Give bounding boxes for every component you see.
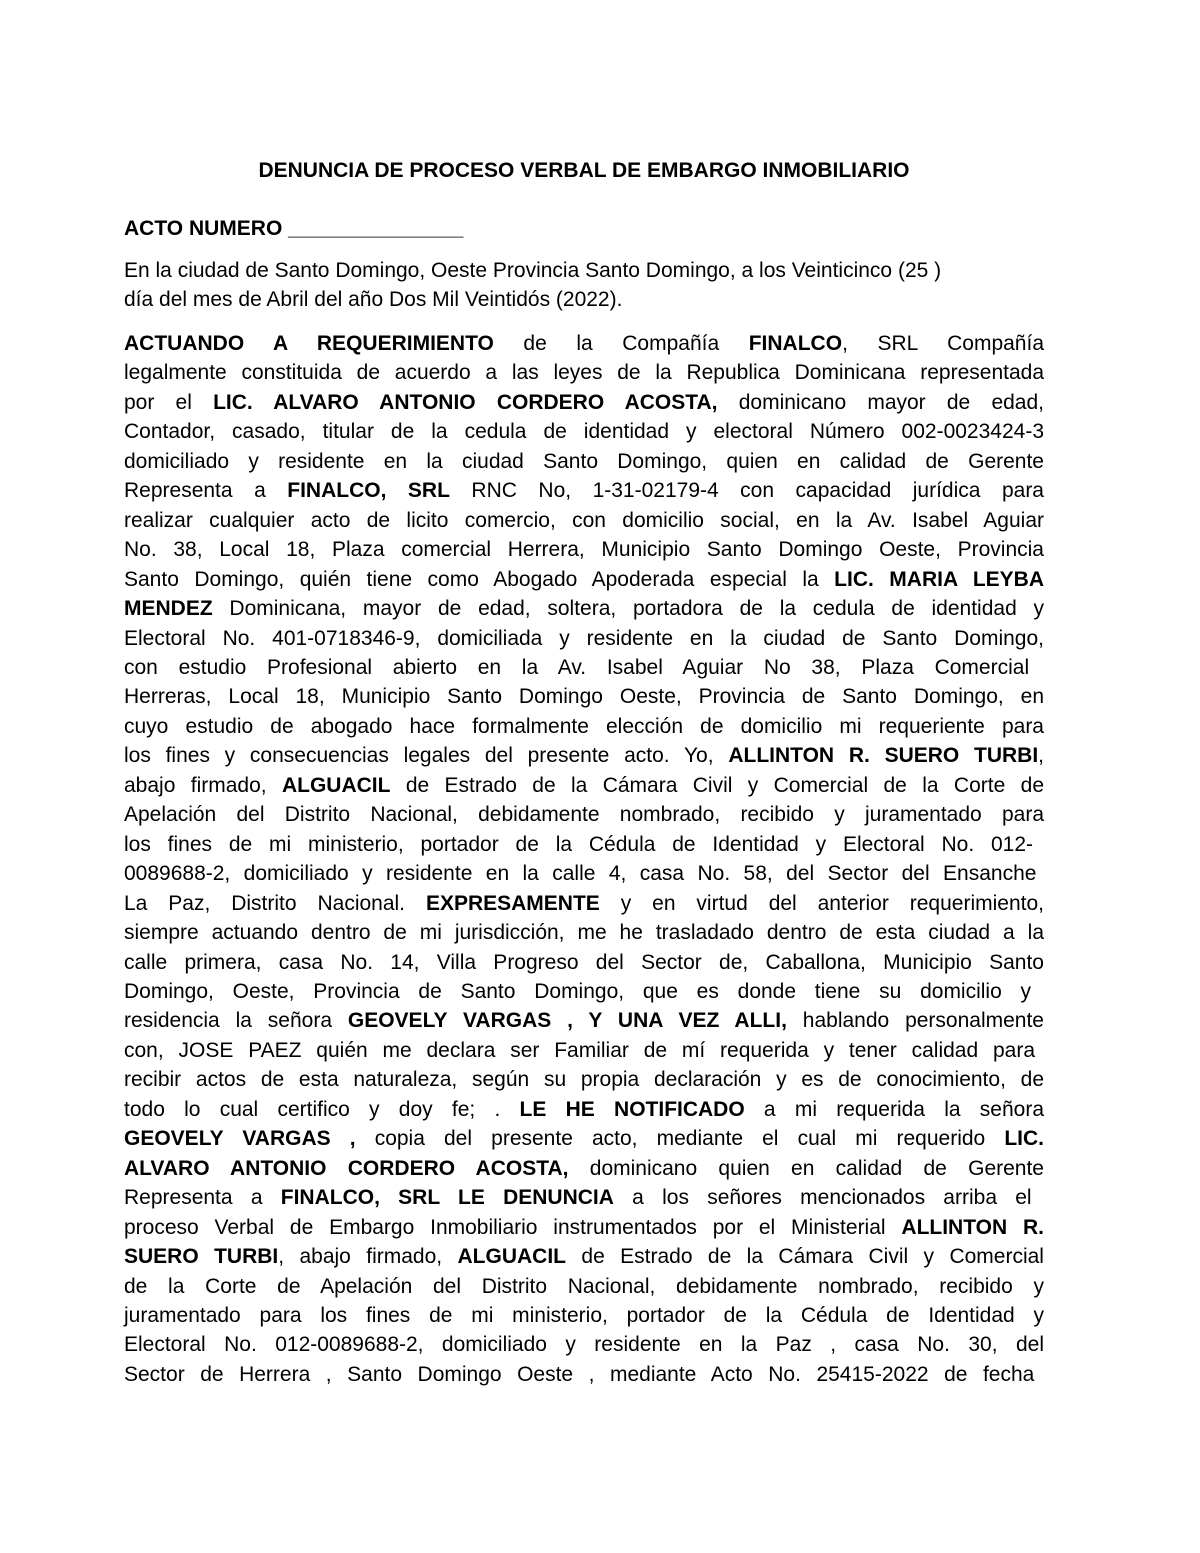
bold-text: EXPRESAMENTE	[425, 891, 600, 915]
body-line	[124, 800, 1044, 829]
body-text-run: siempre actuando dentro de mi jurisdicción, me he trasladado dentro de esta ciudad a la	[124, 921, 1044, 945]
acto-numero-label: ACTO NUMERO _______________	[124, 217, 464, 240]
body-line	[124, 741, 1044, 770]
body-text-run: con estudio Profesional abierto en la Av. Isabel Aguiar No 38, Plaza Comercial	[124, 655, 1030, 679]
bold-text: ALLINTON R. SUERO TURBI	[728, 744, 1039, 768]
body-line	[124, 948, 1044, 977]
body-line	[124, 447, 1044, 476]
body-text-run: Electoral No. 012-0089688-2, domiciliado y residente en la Paz , casa No. 30, del	[124, 1333, 1044, 1357]
bold-text: LIC.	[1004, 1127, 1045, 1151]
body-line	[124, 1301, 1044, 1330]
body-text-run: Electoral No. 401-0718346-9, domiciliada y residente en la ciudad de Santo Domingo,	[124, 626, 1044, 650]
body-text-run: Apelación del Distrito Nacional, debidamente nombrado, recibido y juramentado para	[124, 803, 1044, 827]
body-line	[124, 476, 1044, 505]
body-text-run: los fines y consecuencias legales del presente acto. Yo,	[124, 744, 729, 768]
body-text-run: , abajo firmado,	[278, 1245, 458, 1269]
intro-paragraph	[124, 256, 1044, 315]
body-text-run: dominicano mayor de edad,	[717, 390, 1044, 414]
body-text-run: Contador, casado, titular de la cedula de identidad y electoral Número 002-0023424-3	[124, 420, 1044, 444]
body-line	[124, 358, 1044, 387]
body-line	[124, 594, 1044, 623]
bold-text: ALGUACIL	[281, 773, 391, 797]
bold-text: GEOVELY VARGAS ,	[124, 1127, 356, 1151]
bold-text: LE HE NOTIFICADO	[519, 1097, 745, 1121]
body-text-run: abajo firmado,	[124, 773, 282, 797]
body-line	[124, 977, 1044, 1006]
body-line	[124, 653, 1044, 682]
body-text-run: copia del presente acto, mediante el cual mi requerido	[355, 1127, 1005, 1151]
bold-text: ACTUANDO A REQUERIMIENTO	[124, 332, 494, 355]
body-text-run: residencia la señora	[124, 1009, 348, 1033]
body-text-run: 0089688-2, domiciliado y residente en la calle 4, casa No. 58, del Sector del Ensanche	[124, 862, 1037, 886]
body-text-run: Representa a	[124, 479, 288, 503]
body-text-run: recibir actos de esta naturaleza, según su propia declaración y es de conocimiento, de	[124, 1068, 1044, 1092]
intro-line: En la ciudad de Santo Domingo, Oeste Provincia Santo Domingo, a los Veinticinco (25 )	[124, 259, 942, 282]
bold-text: SUERO TURBI	[124, 1245, 279, 1269]
body-text-run: a los señores mencionados arriba el	[613, 1186, 1032, 1210]
body-text-run: juramentado para los fines de mi ministerio, portador de la Cédula de Identidad y	[124, 1303, 1044, 1327]
body-text-run: de la Corte de Apelación del Distrito Nacional, debidamente nombrado, recibido y	[124, 1274, 1044, 1298]
bold-text: FINALCO, SRL LE DENUNCIA	[280, 1186, 614, 1210]
body-text-run: Domingo, Oeste, Provincia de Santo Domingo, que es donde tiene su domicilio y	[124, 979, 1032, 1003]
body-text-run: los fines de mi ministerio, portador de la Cédula de Identidad y Electoral No. 012-	[124, 832, 1034, 856]
body-line	[124, 506, 1044, 535]
bold-text: MENDEZ	[124, 597, 213, 621]
body-line	[124, 1213, 1044, 1242]
body-line	[124, 329, 1044, 358]
body-line	[124, 889, 1044, 918]
body-line	[124, 1183, 1044, 1212]
body-line	[124, 624, 1044, 653]
body-text-run: y en virtud del anterior requerimiento,	[599, 891, 1044, 915]
bold-text: ALLINTON R.	[901, 1215, 1044, 1239]
body-text-run: calle primera, casa No. 14, Villa Progreso del Sector de, Caballona, Municipio Santo	[124, 950, 1044, 974]
body-line	[124, 1065, 1044, 1094]
body-line	[124, 1360, 1044, 1389]
bold-text: FINALCO	[748, 332, 843, 355]
body-line	[124, 1124, 1044, 1153]
body-text-run: La Paz, Distrito Nacional.	[124, 891, 426, 915]
body-text-run: Representa a	[124, 1186, 281, 1210]
body-text-run: a mi requerida la señora	[744, 1097, 1044, 1121]
body-text-run: Santo Domingo, quién tiene como Abogado Apoderada especial la	[124, 567, 835, 591]
body-text-run: realizar cualquier acto de licito comercio, con domicilio social, en la Av. Isabel Aguiar	[124, 508, 1044, 532]
body-line	[124, 1272, 1044, 1301]
body-line	[124, 1330, 1044, 1359]
body-line	[124, 682, 1044, 711]
bold-text: ALGUACIL	[457, 1245, 566, 1269]
body-text-run: cuyo estudio de abogado hace formalmente elección de domicilio mi requeriente para	[124, 714, 1044, 738]
bold-text: FINALCO, SRL	[287, 479, 450, 503]
body-text-run: dominicano quien en calidad de Gerente	[568, 1156, 1044, 1180]
bold-text: GEOVELY VARGAS , Y UNA VEZ ALLI,	[347, 1009, 787, 1033]
body-line	[124, 1036, 1044, 1065]
body-line	[124, 859, 1044, 888]
body-line	[124, 712, 1044, 741]
body-text-run: Herreras, Local 18, Municipio Santo Domingo Oeste, Provincia de Santo Domingo, en	[124, 685, 1044, 709]
body-line	[124, 417, 1044, 446]
body-text-run: por el	[124, 390, 214, 414]
body-text-run: todo lo cual certifico y doy fe; .	[124, 1097, 520, 1121]
body-line	[124, 771, 1044, 800]
body-text-run: ,	[1038, 744, 1044, 768]
body-text-run: Dominicana, mayor de edad, soltera, portadora de la cedula de identidad y	[212, 597, 1044, 621]
body-line	[124, 565, 1044, 594]
body-text-run: proceso Verbal de Embargo Inmobiliario instrumentados por el Ministerial	[124, 1215, 902, 1239]
body-text-run: domiciliado y residente en la ciudad Santo Domingo, quien en calidad de Gerente	[124, 449, 1044, 473]
body-text-run: legalmente constituida de acuerdo a las leyes de la Republica Dominicana representada	[124, 361, 1044, 385]
bold-text: LIC. ALVARO ANTONIO CORDERO ACOSTA,	[213, 390, 718, 414]
body-paragraph	[124, 329, 1044, 1389]
body-line	[124, 388, 1044, 417]
body-line	[124, 1095, 1044, 1124]
body-text-run: hablando personalmente	[786, 1009, 1044, 1033]
body-line	[124, 918, 1044, 947]
body-text-run: de la Compañía	[493, 332, 749, 355]
body-line	[124, 830, 1044, 859]
body-text-run: de Estrado de la Cámara Civil y Comercial de la Corte de	[390, 773, 1044, 797]
document-title: DENUNCIA DE PROCESO VERBAL DE EMBARGO INMOBILIARIO	[258, 159, 910, 182]
body-line	[124, 1242, 1044, 1271]
body-text-run: , SRL Compañía	[842, 332, 1044, 355]
body-line	[124, 535, 1044, 564]
body-text-run: RNC No, 1-31-02179-4 con capacidad jurídica para	[449, 479, 1044, 503]
body-text-run: No. 38, Local 18, Plaza comercial Herrera, Municipio Santo Domingo Oeste, Provincia	[124, 538, 1044, 562]
intro-line: día del mes de Abril del año Dos Mil Veintidós (2022).	[124, 288, 623, 312]
body-line	[124, 1006, 1044, 1035]
body-text-run: Sector de Herrera , Santo Domingo Oeste , mediante Acto No. 25415-2022 de fecha	[124, 1362, 1035, 1386]
bold-text: LIC. MARIA LEYBA	[834, 567, 1044, 591]
body-text-run: de Estrado de la Cámara Civil y Comercial	[566, 1245, 1044, 1269]
body-line	[124, 1154, 1044, 1183]
bold-text: ALVARO ANTONIO CORDERO ACOSTA,	[124, 1156, 569, 1180]
body-text-run: con, JOSE PAEZ quién me declara ser Familiar de mí requerida y tener calidad para	[124, 1038, 1035, 1062]
